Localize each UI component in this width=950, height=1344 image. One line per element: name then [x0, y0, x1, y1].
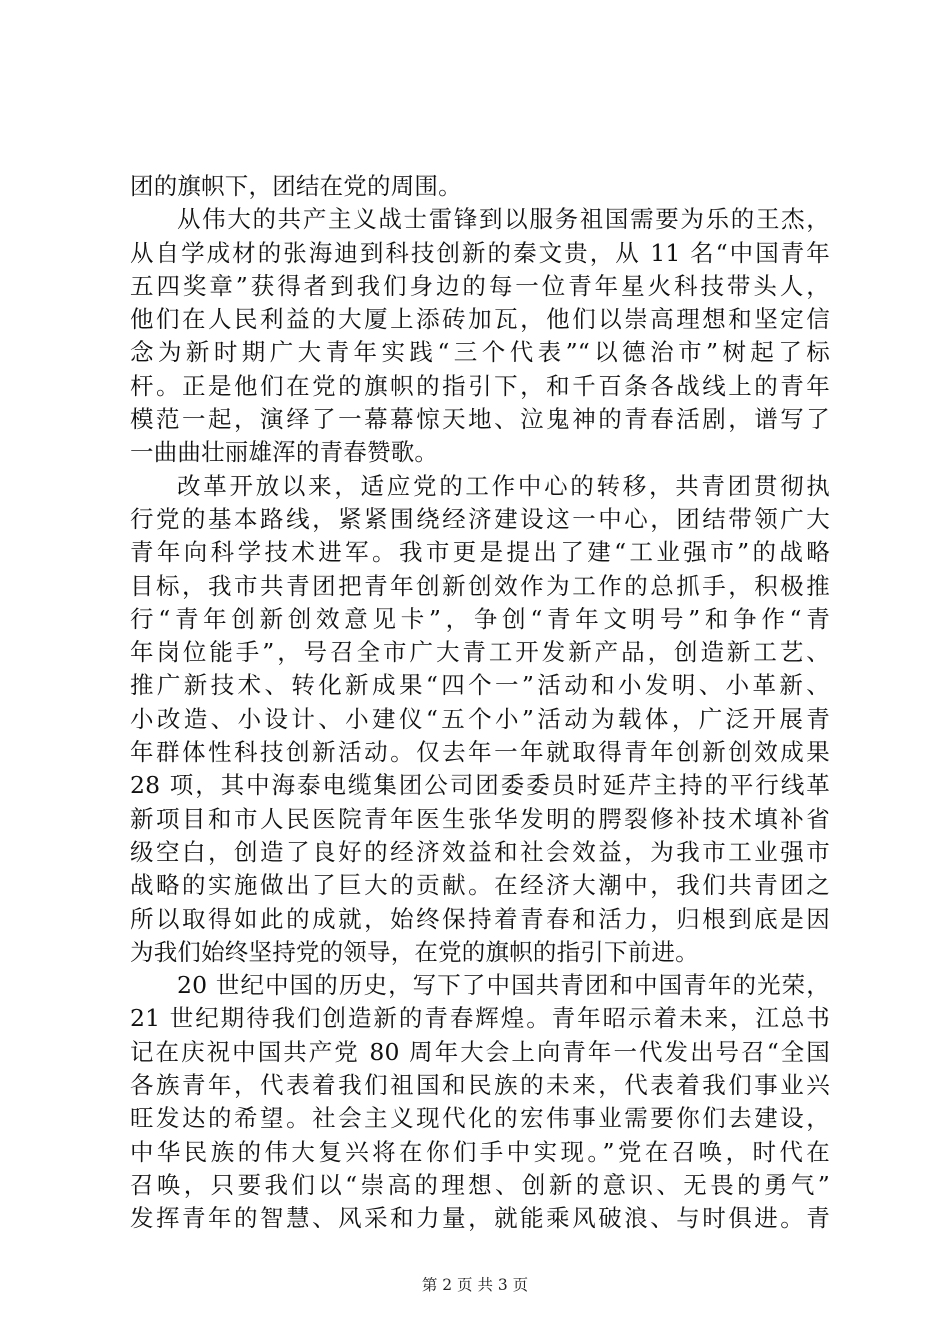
text-line: 召唤，只要我们以“崇高的理想、创新的意识、无畏的勇气” — [130, 1170, 830, 1199]
text-line: 目标，我市共青团把青年创新创效作为工作的总抓手，积极推 — [130, 571, 830, 600]
text-line: 杆。正是他们在党的旗帜的指引下，和千百条各战线上的青年 — [130, 371, 830, 400]
text-line: 模范一起，演绎了一幕幕惊天地、泣鬼神的青春活剧，谱写了 — [130, 405, 830, 434]
text-line: 各族青年，代表着我们祖国和民族的未来，代表着我们事业兴 — [130, 1071, 830, 1100]
text-line: 念为新时期广大青年实践“三个代表”“以德治市”树起了标 — [130, 338, 830, 367]
text-line: 行“青年创新创效意见卡”，争创“青年文明号”和争作“青 — [130, 604, 830, 633]
text-line: 团的旗帜下，团结在党的周围。 — [130, 172, 462, 200]
text-line: 旺发达的希望。社会主义现代化的宏伟事业需要你们去建设， — [130, 1104, 830, 1133]
text-line: 新项目和市人民医院青年医生张华发明的腭裂修补技术填补省 — [130, 804, 830, 833]
page-footer: 第 2 页 共 3 页 — [421, 1276, 529, 1294]
text-line: 小改造、小设计、小建仪“五个小”活动为载体，广泛开展青 — [130, 704, 830, 733]
text-line: 一曲曲壮丽雄浑的青春赞歌。 — [130, 438, 439, 467]
text-line: 行党的基本路线，紧紧围绕经济建设这一中心，团结带领广大 — [130, 504, 830, 533]
text-line: 为我们始终坚持党的领导，在党的旗帜的指引下前进。 — [130, 937, 699, 966]
text-line: 发挥青年的智慧、风采和力量，就能乘风破浪、与时俱进。青 — [130, 1204, 830, 1233]
text-line: 年岗位能手”，号召全市广大青工开发新产品，创造新工艺、 — [130, 638, 830, 667]
text-line: 从伟大的共产主义战士雷锋到以服务祖国需要为乐的王杰， — [177, 205, 830, 234]
text-line: 推广新技术、转化新成果“四个一”活动和小发明、小革新、 — [130, 671, 830, 700]
text-line: 级空白，创造了良好的经济效益和社会效益，为我市工业强市 — [130, 837, 830, 866]
text-line: 28 项，其中海泰电缆集团公司团委委员时延芹主持的平行线革 — [130, 771, 831, 800]
document-body — [130, 170, 830, 1236]
text-line: 20 世纪中国的历史，写下了中国共青团和中国青年的光荣， — [177, 971, 830, 1000]
text-line: 青年向科学技术进军。我市更是提出了建“工业强市”的战略 — [130, 538, 830, 567]
text-line: 年群体性科技创新活动。仅去年一年就取得青年创新创效成果 — [130, 738, 830, 767]
text-line: 改革开放以来，适应党的工作中心的转移，共青团贯彻执 — [177, 471, 830, 500]
text-line: 战略的实施做出了巨大的贡献。在经济大潮中，我们共青团之 — [130, 871, 830, 900]
text-line: 21 世纪期待我们创造新的青春辉煌。青年昭示着未来，江总书 — [130, 1004, 831, 1033]
text-line: 他们在人民利益的大厦上添砖加瓦，他们以崇高理想和坚定信 — [130, 305, 830, 334]
text-line: 中华民族的伟大复兴将在你们手中实现。”党在召唤，时代在 — [130, 1137, 830, 1166]
text-line: 从自学成材的张海迪到科技创新的秦文贵，从 11 名“中国青年 — [130, 238, 830, 267]
text-line: 记在庆祝中国共产党 80 周年大会上向青年一代发出号召“全国 — [130, 1037, 830, 1066]
text-line: 所以取得如此的成就，始终保持着青春和活力，归根到底是因 — [130, 904, 830, 933]
text-line: 五四奖章”获得者到我们身边的每一位青年星火科技带头人， — [130, 271, 830, 300]
